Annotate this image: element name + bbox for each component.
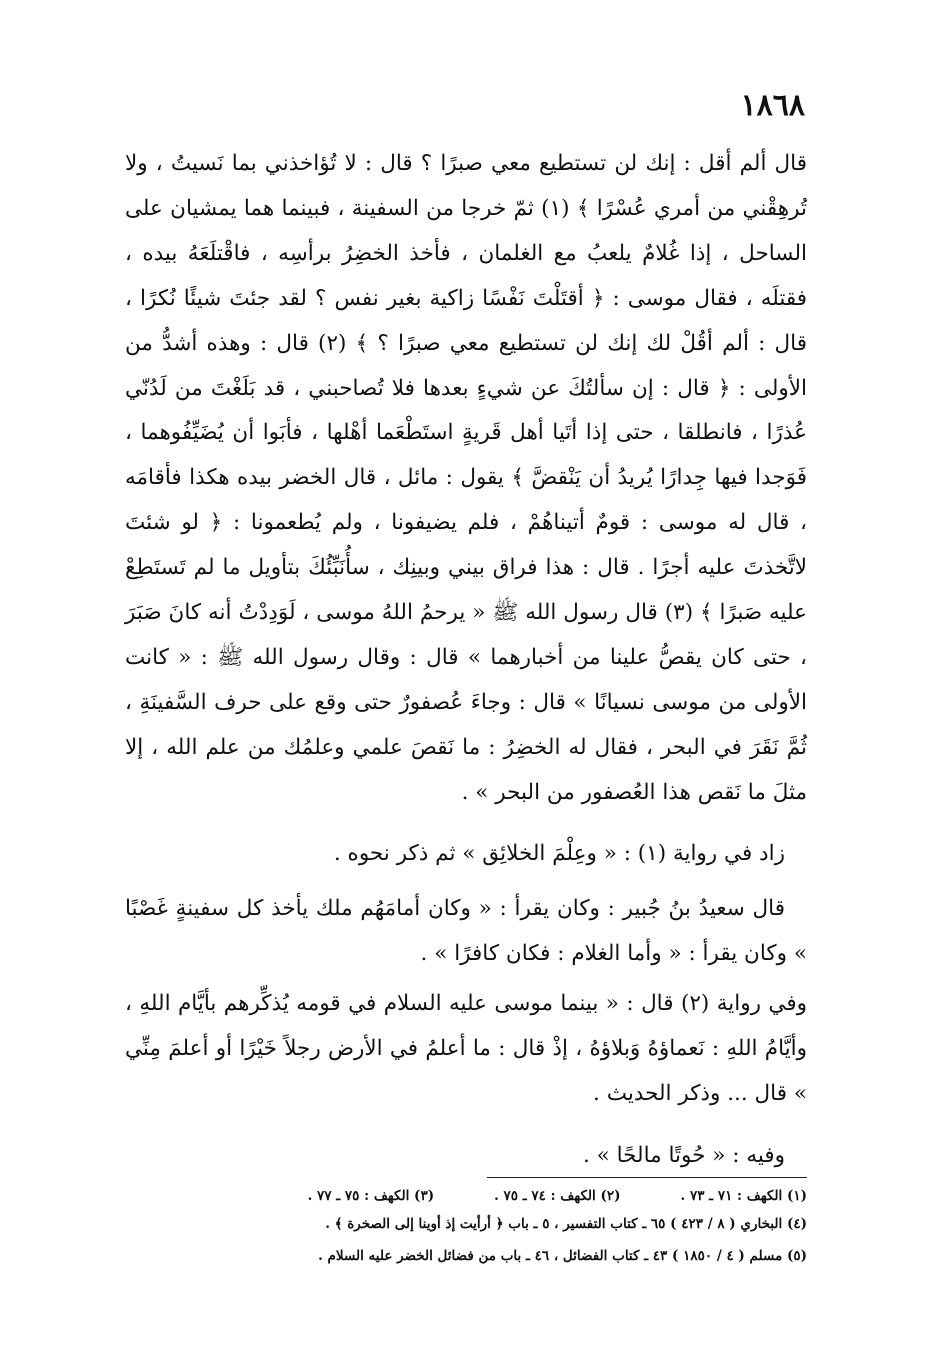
paragraph-riwaya-1: زاد في رواية (١) : « وعِلْمَ الخلائِق » ثم ذكر نحوه . xyxy=(333,841,785,866)
footnote-2: (٢) الكهف : ٧٤ ـ ٧٥ . xyxy=(494,1188,621,1204)
paragraph-riwaya-2: وفي رواية (٢) قال : « بينما موسى عليه السلام في قومه يُذكِّرهم بأيَّام اللهِ ، وأيَّامُ اللهِ : نَعماؤهُ وَبلاؤهُ ، إذْ قال : ما أعلمُ في الأرض رجلاً خَيْرًا أو أعلمَ مِنِّي » قال ... وذكر الحديث . xyxy=(125,991,807,1106)
footnote-1: (١) الكهف : ٧١ ـ ٧٣ . xyxy=(680,1188,807,1204)
main-text-block: قال ألم أقل : إنك لن تستطيع معي صبرًا ؟ قال : لا تُؤاخذني بما نَسيتُ ، ولا تُرهِقْني من أمري عُسْرًا ﴾ (١) ثمّ خرجا من السفينة ، فبينما هما يمشيان على الساحل ، إذا غُلامٌ يلعبُ مع الغلمان ، فأخذ الخضِرُ برأسِه ، فاقْتلَعَهُ بيده ، فقتلَه ، فقال موسى : ﴿ أقتَلْتَ نَفْسًا زاكية بغير نفس ؟ لقد جئتَ شيئًا نُكرًا ، قال : ألم أقُلْ لك إنك لن تستطيع معي صبرًا ؟ ﴾ (٢) قال : وهذه أشدُّ من الأولى : ﴿ قال : إن سألتُكَ عن شيءٍ بعدها فلا تُصاحبني ، قد بَلَغْتَ من لَدُنّي عُذرًا ، فانطلقا ، حتى إذا أتَيا أهل قَريةٍ استَطْعَما أهْلها ، فأبَوا أن يُضَيِّفُوهما ، فَوَجدا فيها جِدارًا يُريدُ أن يَنْقضَّ ﴾ يقول : مائل ، قال الخضر بيده هكذا فأقامَه ، قال له موسى : قومٌ أتيناهُمْ ، فلم يضيفونا ، ولم يُطعمونا : ﴿ لو شئتَ لاتَّخذتَ عليه أجرًا . قال : هذا فراق بيني وبينِك ، سأُنَبِّئُكَ بتأويل ما لم تَستَطِعْ عليه صَبرًا ﴾ (٣) قال رسول الله ﷺ « يرحمُ اللهُ موسى ، لَوَدِدْتُ أنه كانَ صَبَرَ ، حتى كان يقصُّ علينا من أخبارهما » قال : وقال رسول الله ﷺ : « كانت الأولى من موسى نسيانًا » قال : وجاءَ عُصفورٌ حتى وقع على حرف السَّفينَةِ ، ثُمَّ نَقَرَ في البحر ، فقال له الخضِرُ : ما نَقصَ علمي وعلمُك من علم الله ، إلا مثلَ ما نَقص هذا العُصفور من البحر » . xyxy=(125,151,807,805)
footnote-4: (٤) البخاري ( ٨ / ٤٢٣ ) ٦٥ ـ كتاب التفسير ، ٥ ـ باب ﴿ أرأيت إذ أوينا إلى الصخرة ﴾ . xyxy=(325,1216,807,1232)
footnote-5: (٥) مسلم ( ٤ / ١٨٥٠ ) ٤٣ ـ كتاب الفضائل ، ٤٦ ـ باب من فضائل الخضر عليه السلام . xyxy=(318,1248,807,1264)
footnote-separator xyxy=(487,1177,807,1178)
paragraph-wa-fihi: وفيه : « حُوتًا مالحًا » . xyxy=(582,1143,785,1168)
paragraph-said-ibn-jubayr: قال سعيدُ بنُ جُبير : وكان يقرأ : « وكان أمامَهُم ملك يأخذ كل سفينةٍ غَصْبًا » وكان يقرأ : « وأما الغلام : فكان كافرًا » . xyxy=(125,896,807,966)
page-number: ١٨٦٨ xyxy=(740,88,805,123)
footnote-3: (٣) الكهف : ٧٥ ـ ٧٧ . xyxy=(307,1188,435,1204)
footnote-line-1 xyxy=(117,1186,807,1206)
